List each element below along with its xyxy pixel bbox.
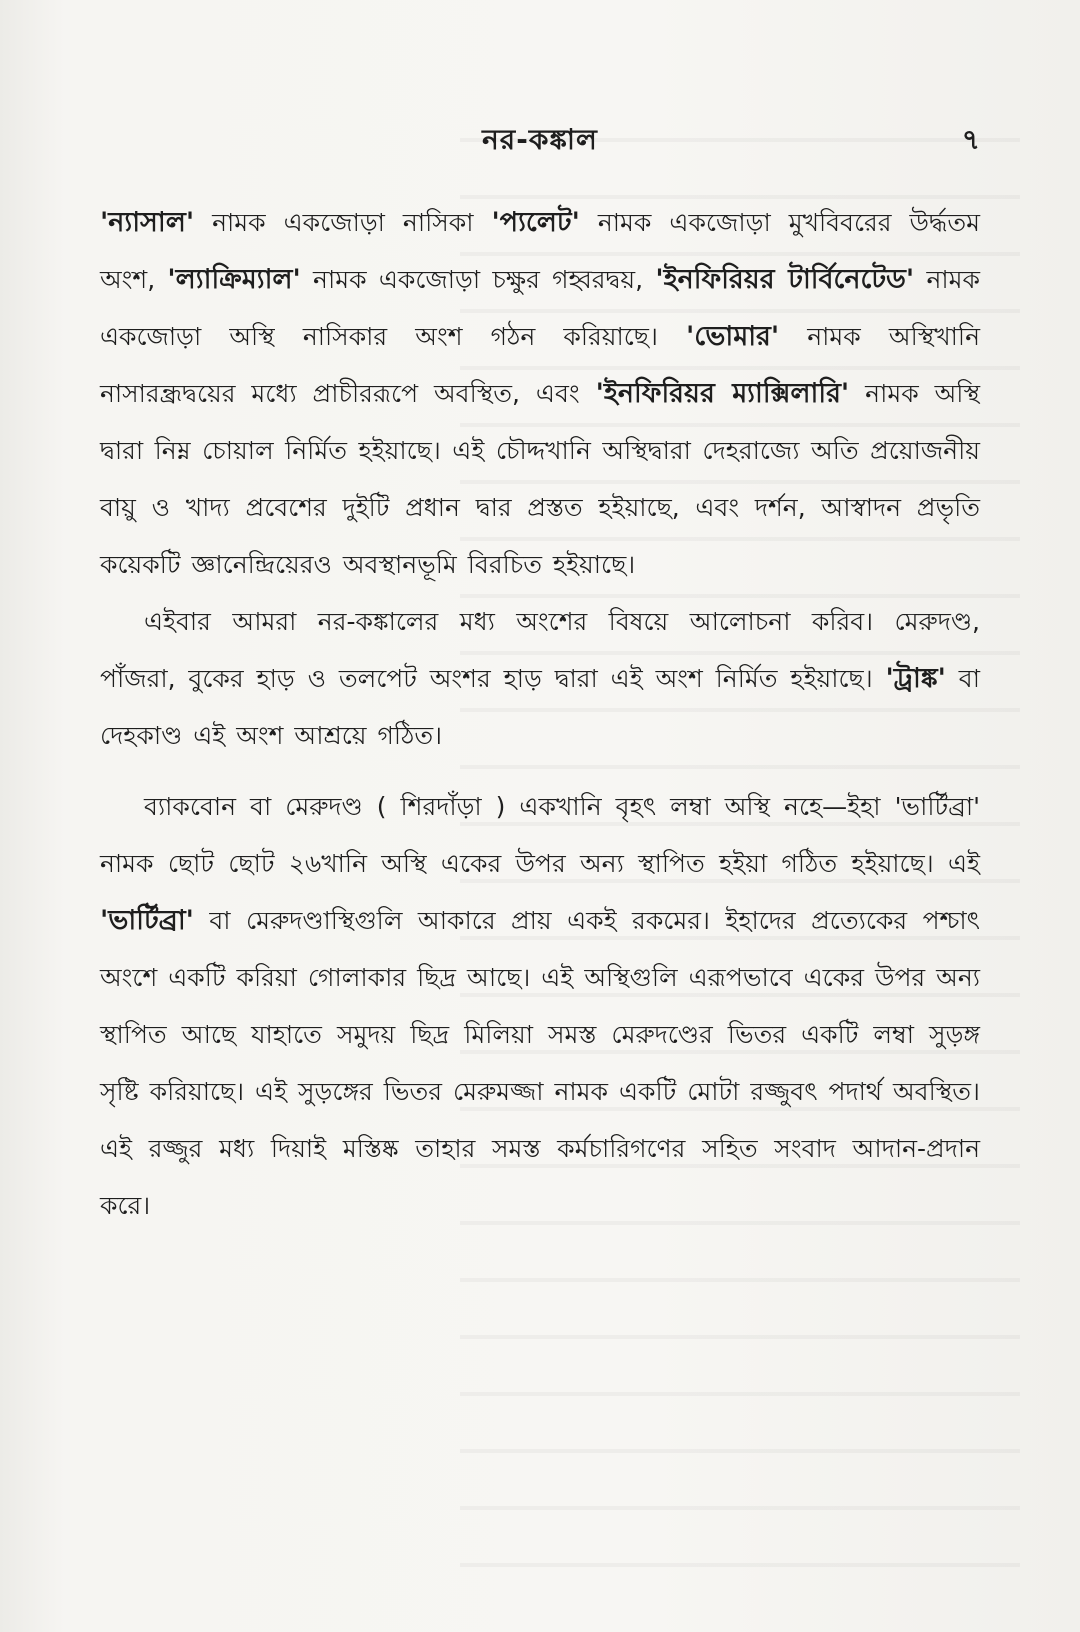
term-vertebra-plain: 'ভার্টিব্রা' bbox=[894, 792, 980, 821]
term-lacrimal: 'ল্যাক্রিম্যাল' bbox=[167, 264, 301, 295]
text-segment: নামক অস্থি দ্বারা নিম্ন চোয়াল নির্মিত হইয়াছে। এই চৌদ্দখানি অস্থিদ্বারা দেহরাজ্যে অতি প্রয়োজনীয় বায়ু ও খাদ্য প্রবেশের দুইটি প্রধান দ্বার প্রস্তত হইয়াছে, এবং দর্শন, আস্বাদন প্রভৃতি কয়েকটি জ্ঞানেন্দ্রিয়েরও অবস্থানভূমি বিরচিত হইয়াছে। bbox=[100, 379, 980, 579]
text-segment: নামক ছোট ছোট ২৬খানি অস্থি একের উপর অন্য স্থাপিত হইয়া গঠিত হইয়াছে। এই bbox=[100, 849, 980, 878]
term-palate: 'প্যলেট' bbox=[491, 207, 580, 238]
text-segment: এইবার আমরা নর-কঙ্কালের মধ্য অংশের বিষয়ে আলোচনা করিব। মেরুদণ্ড, পাঁজরা, বুকের হাড় ও তলপেট অংশর হাড় দ্বারা এই অংশ নির্মিত হইয়াছে। bbox=[100, 607, 980, 693]
text-segment: নামক একজোড়া চক্ষুর গহ্বরদ্বয়, bbox=[300, 265, 656, 294]
text-segment: নামক একজোড়া অস্থি নাসিকার অংশ গঠন করিয়াছে। bbox=[100, 265, 980, 351]
text-segment: নামক অস্থিখানি নাসারন্ধ্রদ্বয়ের মধ্যে প্রাচীররূপে অবস্থিত, এবং bbox=[100, 322, 981, 408]
term-inferior-maxillary: 'ইনফিরিয়র ম্যাক্সিলারি' bbox=[595, 378, 850, 409]
page-number: ৭ bbox=[961, 123, 980, 156]
text-segment: নামক একজোড়া নাসিকা bbox=[194, 208, 492, 237]
term-trunk: 'ট্রাঙ্ক' bbox=[885, 663, 946, 694]
term-inferior-turbinated: 'ইনফিরিয়র টার্বিনেটেড' bbox=[655, 264, 915, 295]
text-segment: ব্যাকবোন বা মেরুদণ্ড ( শিরদাঁড়া ) একখানি বৃহৎ লম্বা অস্থি নহে—ইহা bbox=[144, 792, 895, 821]
term-nasal: 'ন্যাসাল' bbox=[100, 207, 195, 238]
text-segment: নামক একজোড়া মুখবিবরের উর্দ্ধতম অংশ, bbox=[100, 208, 980, 294]
paragraph-3 bbox=[100, 778, 980, 1234]
body-text bbox=[100, 194, 980, 1234]
paragraph-1 bbox=[100, 194, 980, 593]
term-vertebra: 'ভার্টিব্রা' bbox=[100, 905, 194, 936]
paragraph-2 bbox=[100, 593, 980, 764]
term-vomer: 'ভোমার' bbox=[686, 321, 780, 352]
running-title: নর-কঙ্কাল bbox=[482, 123, 598, 156]
page-header bbox=[100, 118, 980, 162]
text-segment: বা দেহকাণ্ড এই অংশ আশ্রয়ে গঠিত। bbox=[100, 664, 980, 750]
text-segment: বা মেরুদণ্ডাস্থিগুলি আকারে প্রায় একই রকমের। ইহাদের প্রত্যেকের পশ্চাৎ অংশে একটি করিয়া গোলাকার ছিদ্র আছে। এই অস্থিগুলি এরূপভাবে একের উপর অন্য স্থাপিত আছে যাহাতে সমুদয় ছিদ্র মিলিয়া সমস্ত মেরুদণ্ডের ভিতর একটি লম্বা সুড়ঙ্গ সৃষ্টি করিয়াছে। এই সুড়ঙ্গের ভিতর মেরুমজ্জা নামক একটি মোটা রজ্জুবৎ পদার্থ অবস্থিত। এই রজ্জুর মধ্য দিয়াই মস্তিষ্ক তাহার সমস্ত কর্মচারিগণের সহিত সংবাদ আদান-প্রদান করে। bbox=[100, 906, 980, 1220]
